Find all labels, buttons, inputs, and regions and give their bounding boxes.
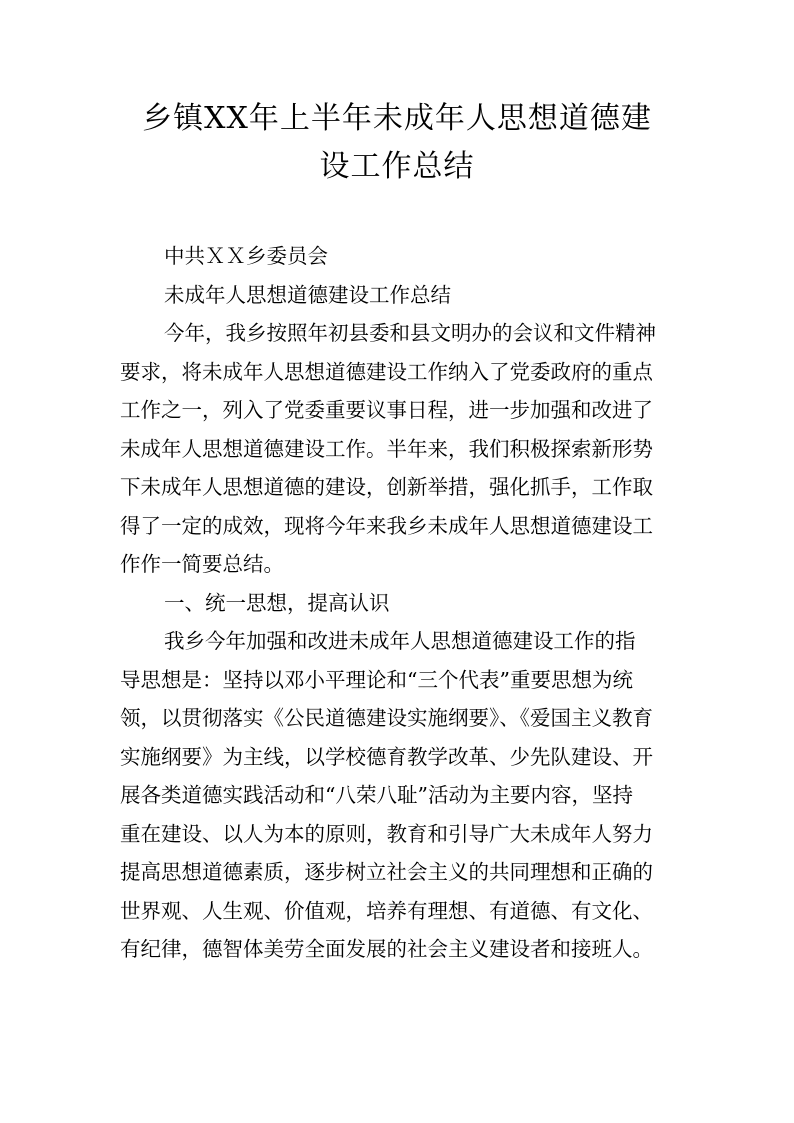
paragraph-line: 有纪律，德智体美劳全面发展的社会主义建设者和接班人。 — [120, 937, 653, 961]
paragraph-line: 导思想是：坚持以邓小平理论和“三个代表”重要思想为统 — [120, 667, 633, 692]
paragraph-line: 作作一简要总结。 — [120, 552, 284, 576]
paragraph-line: 我乡今年加强和改进未成年人思想道德建设工作的指 — [164, 629, 636, 653]
paragraph-line: 下未成年人思想道德的建设，创新举措，强化抓手，工作取 — [120, 475, 653, 499]
document-body — [120, 237, 680, 969]
paragraph-line: 重在建设、以人为本的原则，教育和引导广大未成年人努力 — [120, 821, 653, 846]
paragraph-line: 提高思想道德素质，逐步树立社会主义的共同理想和正确的 — [120, 860, 653, 884]
title-line-1: 乡镇XX年上半年未成年人思想道德建 — [142, 101, 652, 136]
paragraph-line: 实施纲要》为主线，以学校德育教学改革、少先队建设、开 — [120, 744, 653, 769]
paragraph-line: 得了一定的成效，现将今年来我乡未成年人思想道德建设工 — [120, 513, 653, 538]
issuer-line: 中共ＸＸ乡委员会 — [164, 244, 328, 268]
paragraph-line: 今年，我乡按照年初县委和县文明办的会议和文件精神 — [164, 321, 656, 345]
subtitle-line: 未成年人思想道德建设工作总结 — [164, 282, 451, 307]
paragraph-line: 展各类道德实践活动和“八荣八耻”活动为主要内容，坚持 — [120, 783, 633, 807]
paragraph-line: 未成年人思想道德建设工作。半年来，我们积极探索新形势 — [120, 436, 653, 461]
paragraph-line: 要求，将未成年人思想道德建设工作纳入了党委政府的重点 — [120, 359, 653, 384]
paragraph-line: 世界观、人生观、价值观，培养有理想、有道德、有文化、 — [120, 898, 653, 923]
document-title — [100, 95, 694, 191]
paragraph-line: 工作之一，列入了党委重要议事日程，进一步加强和改进了 — [120, 398, 653, 422]
title-line-2: 设工作总结 — [319, 149, 475, 184]
section-heading: 一、统一思想，提高认识 — [164, 590, 390, 615]
paragraph-line: 领，以贯彻落实《公民道德建设实施纲要》、《爱国主义教育 — [120, 706, 653, 730]
